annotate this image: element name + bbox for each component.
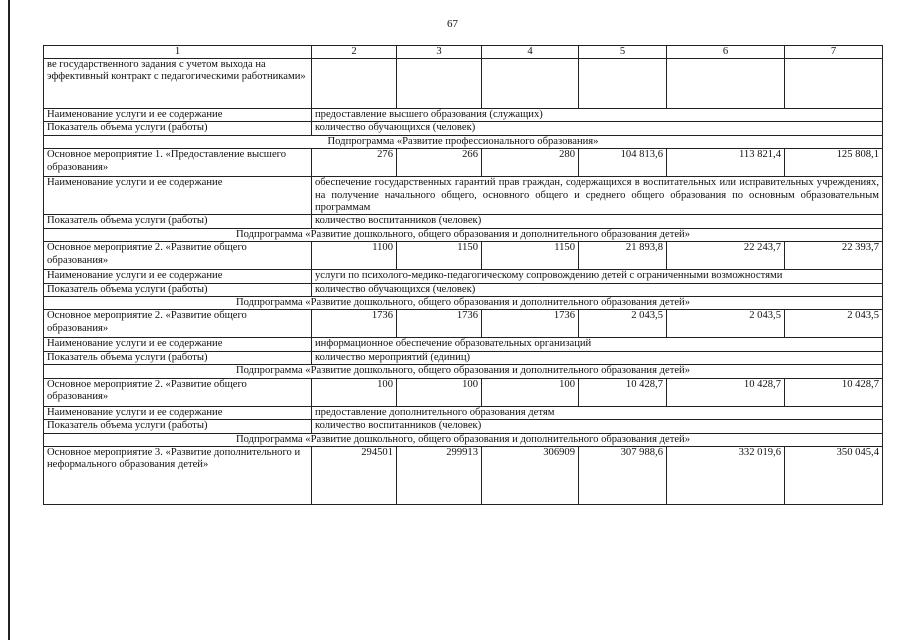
service-description: предоставление высшего образования (служащих) — [312, 109, 883, 122]
row-label: Наименование услуги и ее содержание — [44, 177, 312, 215]
event-row — [44, 378, 883, 406]
table-row — [44, 177, 883, 215]
event-value: 306909 — [482, 446, 579, 504]
volume-description: количество обучающихся (человек) — [312, 122, 883, 135]
table-row — [44, 122, 883, 135]
row-label: Показатель объема услуги (работы) — [44, 122, 312, 135]
subprogram-row — [44, 365, 883, 378]
service-description: обеспечение государственных гарантий прав граждан, содержащихся в воспитательных или исправительных учреждениях, на получение начального общего, основного общего и среднего общего образования по основным образовательным программам — [312, 177, 883, 215]
event-name: Основное мероприятие 2. «Развитие общего образования» — [44, 378, 312, 406]
service-description: услуги по психолого-медико-педагогическому сопровождению детей с ограниченными возможностями — [312, 270, 883, 283]
table-row — [44, 283, 883, 296]
event-value: 22 243,7 — [667, 242, 785, 270]
event-value: 266 — [397, 149, 482, 177]
volume-description: количество обучающихся (человек) — [312, 283, 883, 296]
column-header: 6 — [667, 46, 785, 59]
page-number: 67 — [447, 18, 458, 30]
event-row — [44, 149, 883, 177]
column-header: 4 — [482, 46, 579, 59]
row-label: Наименование услуги и ее содержание — [44, 338, 312, 351]
row-label: Показатель объема услуги (работы) — [44, 283, 312, 296]
event-value: 10 428,7 — [579, 378, 667, 406]
event-value: 10 428,7 — [667, 378, 785, 406]
continuation-cell: ве государственного задания с учетом выхода на эффективный контракт с педагогическими работниками» — [44, 59, 312, 109]
event-value: 350 045,4 — [785, 446, 883, 504]
row-label: Показатель объема услуги (работы) — [44, 215, 312, 228]
subprogram-row — [44, 228, 883, 241]
event-value: 1736 — [397, 310, 482, 338]
event-value: 100 — [482, 378, 579, 406]
table-row — [44, 351, 883, 364]
event-value: 100 — [312, 378, 397, 406]
event-value: 1150 — [397, 242, 482, 270]
table-row — [44, 406, 883, 419]
row-label: Наименование услуги и ее содержание — [44, 270, 312, 283]
event-value: 21 893,8 — [579, 242, 667, 270]
event-value: 307 988,6 — [579, 446, 667, 504]
event-value: 1736 — [312, 310, 397, 338]
table-row — [44, 59, 883, 109]
event-value: 280 — [482, 149, 579, 177]
service-description: информационное обеспечение образовательных организаций — [312, 338, 883, 351]
event-value: 10 428,7 — [785, 378, 883, 406]
subprogram-row — [44, 135, 883, 148]
event-value: 1150 — [482, 242, 579, 270]
subprogram-row — [44, 297, 883, 310]
table-row — [44, 338, 883, 351]
subprogram-title: Подпрограмма «Развитие дошкольного, общего образования и дополнительного образования детей» — [44, 433, 883, 446]
event-value: 332 019,6 — [667, 446, 785, 504]
row-label: Наименование услуги и ее содержание — [44, 109, 312, 122]
event-name: Основное мероприятие 2. «Развитие общего образования» — [44, 242, 312, 270]
table-row — [44, 270, 883, 283]
event-value: 1100 — [312, 242, 397, 270]
column-header: 5 — [579, 46, 667, 59]
event-value: 276 — [312, 149, 397, 177]
header-row — [44, 46, 883, 59]
row-label: Показатель объема услуги (работы) — [44, 420, 312, 433]
budget-table — [43, 45, 883, 505]
volume-description: количество мероприятий (единиц) — [312, 351, 883, 364]
event-value: 2 043,5 — [579, 310, 667, 338]
event-value: 113 821,4 — [667, 149, 785, 177]
column-header: 3 — [397, 46, 482, 59]
table-row — [44, 109, 883, 122]
row-label: Наименование услуги и ее содержание — [44, 406, 312, 419]
volume-description: количество воспитанников (человек) — [312, 215, 883, 228]
event-name: Основное мероприятие 2. «Развитие общего образования» — [44, 310, 312, 338]
event-value: 125 808,1 — [785, 149, 883, 177]
table-row — [44, 420, 883, 433]
row-label: Показатель объема услуги (работы) — [44, 351, 312, 364]
subprogram-title: Подпрограмма «Развитие дошкольного, общего образования и дополнительного образования детей» — [44, 228, 883, 241]
subprogram-row — [44, 433, 883, 446]
event-value: 100 — [397, 378, 482, 406]
event-name: Основное мероприятие 3. «Развитие дополнительного и неформального образования детей» — [44, 446, 312, 504]
event-row — [44, 310, 883, 338]
subprogram-title: Подпрограмма «Развитие дошкольного, общего образования и дополнительного образования детей» — [44, 365, 883, 378]
event-value: 104 813,6 — [579, 149, 667, 177]
event-value: 2 043,5 — [785, 310, 883, 338]
service-description: предоставление дополнительного образования детям — [312, 406, 883, 419]
subprogram-title: Подпрограмма «Развитие профессионального образования» — [44, 135, 883, 148]
column-header: 2 — [312, 46, 397, 59]
event-row — [44, 242, 883, 270]
event-value: 299913 — [397, 446, 482, 504]
event-row — [44, 446, 883, 504]
column-header: 1 — [44, 46, 312, 59]
table-row — [44, 215, 883, 228]
page-edge-line — [8, 0, 10, 640]
event-name: Основное мероприятие 1. «Предоставление высшего образования» — [44, 149, 312, 177]
event-value: 2 043,5 — [667, 310, 785, 338]
event-value: 22 393,7 — [785, 242, 883, 270]
subprogram-title: Подпрограмма «Развитие дошкольного, общего образования и дополнительного образования детей» — [44, 297, 883, 310]
column-header: 7 — [785, 46, 883, 59]
volume-description: количество воспитанников (человек) — [312, 420, 883, 433]
event-value: 1736 — [482, 310, 579, 338]
event-value: 294501 — [312, 446, 397, 504]
